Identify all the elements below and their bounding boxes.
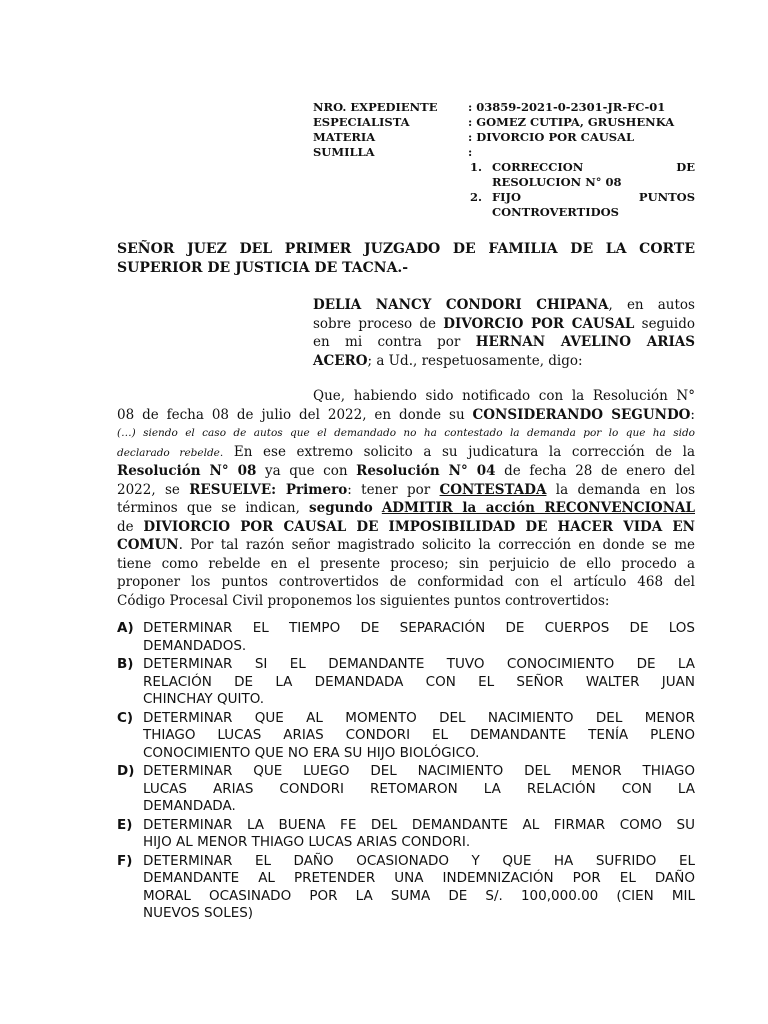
body-line: tiene como rebelde en el presente proceso; sin perjuicio de ello procedo a	[117, 555, 695, 572]
expediente-value: : 03859-2021-0-2301-JR-FC-01	[468, 100, 666, 114]
intro-text: ; a Ud., respetuosamente, digo:	[367, 352, 583, 369]
intro-line	[313, 333, 695, 352]
process-type: DIVORCIO POR CAUSAL	[443, 315, 635, 332]
body-line: Código Procesal Civil proponemos los siguientes puntos controvertidos:	[117, 592, 610, 609]
intro-text: en mi contra por	[313, 334, 476, 350]
materia-label: MATERIA	[313, 130, 376, 144]
body-text: de	[117, 518, 144, 535]
sumilla-item-text: FIJO PUNTOS	[492, 190, 695, 204]
point-line: DEMANDADA.	[143, 798, 236, 814]
sumilla-row	[313, 145, 695, 160]
sumilla-item-number: 2.	[470, 190, 483, 204]
materia-value: : DIVORCIO POR CAUSAL	[468, 130, 635, 144]
body-text: . Por tal razón señor magistrado solicito la corrección en donde se me	[178, 537, 695, 553]
point-line: CHINCHAY QUITO.	[143, 691, 265, 707]
body-text: la demanda en los	[546, 481, 695, 498]
point-text	[143, 656, 695, 709]
point-text	[143, 620, 695, 655]
body-line: proponer los puntos controvertidos de conformidad con el artículo 468 del	[117, 574, 695, 590]
segundo-ref: segundo	[309, 500, 373, 516]
body-text: términos que se indican,	[117, 500, 309, 516]
heading-line: SUPERIOR DE JUSTICIA DE TACNA.-	[117, 260, 409, 276]
petitioner-intro	[313, 296, 695, 370]
expediente-label: NRO. EXPEDIENTE	[313, 100, 438, 114]
body-text: :	[690, 406, 695, 423]
body-text: : tener por	[347, 481, 440, 498]
especialista-row	[313, 115, 695, 130]
materia-row	[313, 130, 695, 145]
quoted-text: declarado rebelde.	[117, 446, 224, 459]
controversial-point	[117, 656, 695, 709]
divorce-cause: DIVIORCIO POR CAUSAL DE IMPOSIBILIDAD DE HACER VIDA EN	[143, 518, 695, 535]
point-label: A)	[117, 620, 134, 636]
resolution-ref: Resolución N° 08	[117, 463, 257, 479]
point-text	[143, 817, 695, 852]
body-line	[117, 406, 695, 425]
body-line	[117, 462, 695, 481]
intro-text: , en autos	[608, 297, 695, 313]
especialista-label: ESPECIALISTA	[313, 115, 410, 129]
controversial-point	[117, 763, 695, 816]
point-text	[143, 710, 695, 763]
sumilla-item	[470, 160, 695, 175]
intro-text: sobre proceso de	[313, 315, 444, 332]
intro-text: seguido	[634, 315, 695, 332]
resolution-ref: Resolución N° 04	[356, 463, 496, 479]
considerando-ref: CONSIDERANDO SEGUNDO	[472, 406, 691, 423]
intro-line	[313, 315, 695, 334]
quoted-text: (…) siendo el caso de autos que el demandado no ha contestado la demanda por lo que ha sido	[117, 427, 695, 439]
point-line: THIAGO LUCAS ARIAS CONDORI EL DEMANDANTE TENÍA PLENO	[143, 727, 695, 743]
defendant-name: ACERO	[313, 352, 368, 369]
resuelve-ref: RESUELVE: Primero	[189, 481, 348, 498]
body-line	[117, 536, 695, 555]
contestada-ref: CONTESTADA	[439, 481, 547, 498]
heading-line: SEÑOR JUEZ DEL PRIMER JUZGADO DE FAMILIA DE LA CORTE	[117, 241, 695, 257]
point-line: MORAL OCASINADO POR LA SUMA DE S/. 100,000.00 (CIEN MIL	[143, 887, 695, 904]
admitir-ref: ADMITIR la acción RECONVENCIONAL	[381, 500, 695, 516]
sumilla-value: :	[468, 145, 473, 159]
body-text	[373, 500, 382, 516]
sumilla-item-text: RESOLUCION N° 08	[492, 175, 622, 189]
point-line: DEMANDANTE AL PRETENDER UNA INDEMNIZACIÓN POR EL DAÑO	[143, 870, 695, 886]
point-line: RELACIÓN DE LA DEMANDADA CON EL SEÑOR WALTER JUAN	[143, 673, 695, 690]
intro-line	[313, 296, 695, 315]
point-line: DETERMINAR LA BUENA FE DEL DEMANDANTE AL FIRMAR COMO SU	[143, 816, 695, 833]
intro-line	[313, 352, 695, 371]
body-line	[117, 443, 695, 463]
sumilla-label: SUMILLA	[313, 145, 375, 159]
especialista-value: : GOMEZ CUTIPA, GRUSHENKA	[468, 115, 675, 129]
sumilla-item-number: 1.	[470, 160, 483, 174]
point-line: LUCAS ARIAS CONDORI RETOMARON LA RELACIÓN CON LA	[143, 780, 695, 797]
case-header	[313, 100, 695, 220]
divorce-cause: COMUN	[117, 537, 179, 553]
point-line: DETERMINAR EL TIEMPO DE SEPARACIÓN DE CUERPOS DE LOS	[143, 620, 695, 636]
point-line: DETERMINAR SI EL DEMANDANTE TUVO CONOCIMIENTO DE LA	[143, 656, 695, 672]
controversial-point	[117, 710, 695, 763]
point-line: DEMANDADOS.	[143, 637, 247, 654]
point-label: E)	[117, 816, 133, 833]
point-line: DETERMINAR QUE LUEGO DEL NACIMIENTO DEL MENOR THIAGO	[143, 763, 695, 779]
body-text: 2022, se	[117, 481, 190, 498]
point-label: D)	[117, 763, 135, 779]
sumilla-item-cont	[470, 205, 695, 220]
body-text: ya que con	[256, 463, 357, 479]
point-line: DETERMINAR EL DAÑO OCASIONADO Y QUE HA SUFRIDO EL	[143, 852, 695, 869]
sumilla-item	[470, 190, 695, 205]
defendant-name: HERNAN AVELINO ARIAS	[475, 334, 695, 350]
body-line	[117, 499, 695, 518]
point-label: C)	[117, 709, 134, 726]
point-line: DETERMINAR QUE AL MOMENTO DEL NACIMIENTO DEL MENOR	[143, 709, 695, 726]
sumilla-item-cont	[470, 175, 695, 190]
point-text	[143, 853, 695, 923]
point-label: B)	[117, 656, 134, 672]
controversial-point	[117, 853, 695, 923]
point-label: F)	[117, 852, 133, 869]
expediente-row	[313, 100, 695, 115]
addressee-heading	[117, 240, 695, 278]
body-text: de fecha 28 de enero del	[495, 463, 695, 479]
petitioner-name: DELIA NANCY CONDORI CHIPANA	[313, 297, 609, 313]
controversial-point	[117, 620, 695, 655]
body-line	[117, 481, 695, 500]
point-text	[143, 763, 695, 816]
sumilla-item-text: CONTROVERTIDOS	[492, 205, 619, 219]
body-line	[117, 518, 695, 537]
controversial-points-list	[117, 620, 695, 924]
point-line: HIJO AL MENOR THIAGO LUCAS ARIAS CONDORI.	[143, 834, 471, 850]
controversial-point	[117, 817, 695, 852]
sumilla-list	[470, 160, 695, 220]
point-line: CONOCIMIENTO QUE NO ERA SU HIJO BIOLÓGICO.	[143, 744, 480, 761]
point-line: NUEVOS SOLES)	[143, 905, 254, 921]
sumilla-item-text: CORRECCION DE	[492, 160, 695, 174]
body-text: 08 de fecha 08 de julio del 2022, en donde su	[117, 406, 473, 423]
body-line: Que, habiendo sido notificado con la Resolución N°	[313, 388, 695, 404]
body-paragraph	[117, 387, 695, 610]
body-text: En ese extremo solicito a su judicatura la corrección de la	[223, 443, 695, 460]
